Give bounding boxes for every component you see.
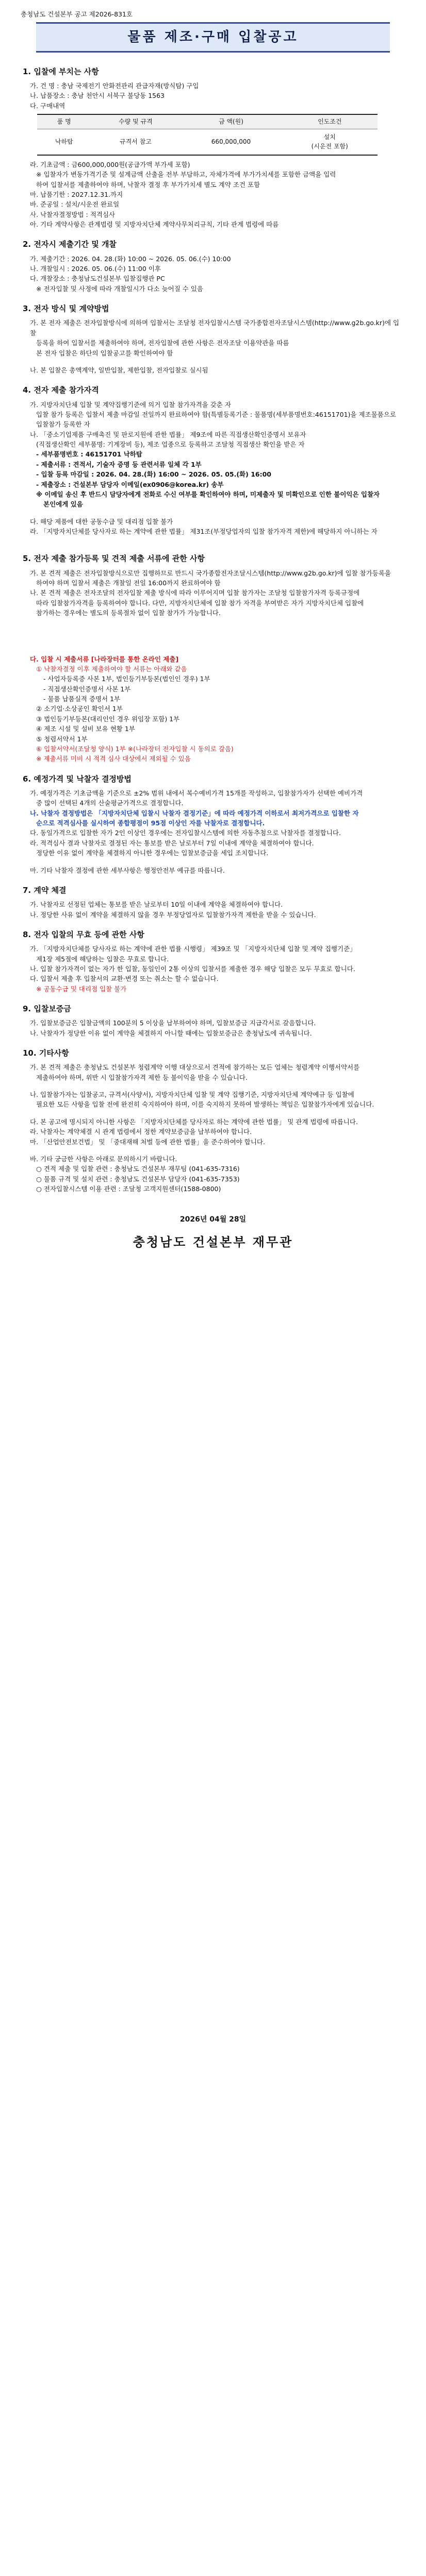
issuer-name: 충청남도 건설본부 재무관 xyxy=(133,1235,293,1250)
s5-line: ⑥ 입찰서약서(조달청 양식) 1부 ※(나라장터 전자입찰 시 동의로 갈음) xyxy=(36,744,234,753)
s1-line: 나. 납품장소 : 충남 천안시 서북구 불당동 1563 xyxy=(30,92,165,100)
s8-line: 다. 입찰서 제출 후 입찰서의 교환·변경 또는 취소는 할 수 없습니다. xyxy=(30,975,219,983)
s1-after: ※ 입찰자가 변동가격기준 및 설계금액 산출을 전부 부담하고, 자체가격에 부가가치세를 포함한 금액을 입력 xyxy=(36,171,336,179)
s5-line: ① 낙찰자결정 이후 제출하여야 할 서류는 아래와 같음 xyxy=(36,665,187,673)
section-10-heading: 10. 기타사항 xyxy=(23,1048,69,1058)
s4-line: 입찰 참가 등록은 입찰서 제출 마감일 전일까지 완료하여야 함(특별등록기준 : 물품명(세부품명번호:46151701)을 제조물품으로 xyxy=(36,410,396,418)
s10-line: 필요한 모든 사항을 입찰 전에 완전히 숙지하여야 하며, 이를 숙지하지 못하여 발생하는 책임은 입찰참가자에게 있습니다. xyxy=(36,1100,374,1109)
s6-line: 중 많이 선택된 4개의 산술평균가격으로 결정합니다. xyxy=(36,799,184,807)
s5-line: 가. 본 견적 제출은 전자입찰방식으로만 집행하므로 반드시 국가종합전자조달시스템(http://www.g2b.go.kr)에 입찰 참가등록을 xyxy=(30,569,391,577)
s10-line: 제출하여야 하며, 위반 시 입찰참가자격 제한 등 불이익을 받을 수 있습니다. xyxy=(36,1073,248,1081)
s5-line: - 직접생산확인증명서 사본 1부 xyxy=(43,685,131,693)
s7-line: 가. 낙찰자로 선정된 업체는 통보를 받은 날로부터 10일 이내에 계약을 체결하여야 합니다. xyxy=(30,901,283,909)
s10-contact: ○ 물품 규격 및 설치 관련 : 충청남도 건설본부 담당자 (041-635-7353) xyxy=(36,1175,240,1183)
cell-spec: 규격서 참고 xyxy=(91,129,180,155)
s6-line: 순으로 적격심사를 실시하여 종합평점이 95점 이상인 자를 낙찰자로 결정합니다. xyxy=(36,819,265,827)
s5-line: ④ 제조 시설 및 설비 보유 현황 1부 xyxy=(36,725,135,733)
col-header: 품 명 xyxy=(37,114,91,129)
notice-page xyxy=(0,0,426,1267)
s10-line: 나. 입찰참가자는 입찰공고, 규격서(사양서), 지방자치단체 입찰 및 계약 집행기준, 지방자치단체 계약예규 등 입찰에 xyxy=(30,1091,354,1099)
s10-line: 바. 기타 궁금한 사항은 아래로 문의하시기 바랍니다. xyxy=(30,1155,177,1163)
s1-after: 마. 납품기한 : 2027.12.31.까지 xyxy=(30,190,123,198)
notice-title: 물품 제조·구매 입찰공고 xyxy=(127,29,299,45)
title-bar xyxy=(36,22,390,52)
s8-line: ※ 공동수급 및 대리점 입찰 불가 xyxy=(36,985,127,993)
s10-line: 다. 본 공고에 명시되지 아니한 사항은 「지방자치단체를 당사자로 하는 계약에 관한 법률」 및 관계 법령에 따릅니다. xyxy=(30,1117,358,1126)
s1-after: 하여 입찰서를 제출하여야 하며, 낙찰자 결정 후 부가가치세 별도 계약 조건 포함 xyxy=(36,180,260,189)
s1-line: 다. 구매내역 xyxy=(30,101,65,110)
notice-number: 충청남도 건설본부 공고 제2026-831호 xyxy=(21,10,133,18)
col-header: 수량 및 규격 xyxy=(91,114,180,129)
s5-line: 나. 본 견적 제출은 전자조달의 전자입찰 제출 방식에 따라 이루어지며 입찰 참가자는 조달청 입찰참가자격 등록규정에 xyxy=(30,589,360,597)
s5-line: 참가하는 경우에는 별도의 등록절차 없이 입찰 참가가 가능합니다. xyxy=(36,609,221,617)
s10-line: 마. 「산업안전보건법」 및 「중대재해 처벌 등에 관한 법률」을 준수하여야 합니다. xyxy=(30,1138,265,1146)
s4-line: - 세부품명번호 : 46151701 낙하탑 xyxy=(36,450,142,459)
s1-after: 라. 기초금액 : 금600,000,000원(공급가액 부가세 포함) xyxy=(30,160,190,168)
s3-line: 등록을 하여 입찰서를 제출하여야 하며, 전자입찰에 관한 사항은 전자조달 이용약관을 따름 xyxy=(36,339,289,347)
col-header: 금 액(원) xyxy=(180,114,282,129)
s3-line: 가. 본 전자 제출은 전자입찰방식에 의하며 입찰서는 조달청 전자입찰시스템 국가종합전자조달시스템(http://www.g2b.go.kr)에 입찰 xyxy=(30,319,400,337)
s9-line: 나. 낙찰자가 정당한 이유 없이 계약을 체결하지 아니할 때에는 입찰보증금은 충청남도에 귀속됩니다. xyxy=(30,1029,312,1037)
s4-line: 입찰참가 등록한 자 xyxy=(36,420,90,429)
notice-date: 2026년 04월 28일 xyxy=(179,1215,247,1224)
s4-line: 다. 해당 제품에 대한 공동수급 및 대리점 입찰 불가 xyxy=(30,517,173,526)
s8-line: 제1장 제5절에 해당하는 입찰은 무효로 합니다. xyxy=(36,955,169,963)
s1-line: 가. 건 명 : 충남 국제전기 안화전관리 관급자재(방식탐) 구입 xyxy=(30,81,199,90)
s1-after: 사. 낙찰자결정방법 : 적격심사 xyxy=(30,210,116,218)
s6-line: 다. 동일가격으로 입찰한 자가 2인 이상인 경우에는 전자입찰시스템에 의한 자동추첨으로 낙찰자를 결정합니다. xyxy=(30,829,341,837)
s5-line: - 물품 납품실적 증명서 1부 xyxy=(43,695,121,703)
s3-line: 나. 본 입찰은 총액계약, 일반입찰, 제한입찰, 전자입찰로 실시됨 xyxy=(30,366,208,374)
s4-line: 나. 「중소기업제품 구매촉진 및 판로지원에 관한 법률」 제9조에 따른 직접생산확인증명서 보유자 xyxy=(30,430,306,438)
s4-line: 가. 지방자치단체 입찰 및 계약집행기준에 의거 입찰 참가자격을 갖춘 자 xyxy=(30,400,231,409)
section-6-heading: 6. 예정가격 및 낙찰자 결정방법 xyxy=(23,774,132,784)
s7-line: 나. 정당한 사유 없이 계약을 체결하지 않을 경우 부정당업자로 입찰참가자격 제한을 받을 수 있습니다. xyxy=(30,910,316,919)
section-3-heading: 3. 전자 방식 및 계약방법 xyxy=(23,304,109,314)
section-2-heading: 2. 전자시 제출기간 및 개찰 xyxy=(23,240,117,249)
s9-line: 가. 입찰보증금은 입찰금액의 100분의 5 이상을 납부하여야 하며, 입찰보증금 지급각서로 갈음합니다. xyxy=(30,1019,316,1027)
s2-line: 가. 제출기간 : 2026. 04. 28.(화) 10:00 ~ 2026. 05. 06.(수) 10:00 xyxy=(30,255,231,263)
s6-line: 가. 예정가격은 기초금액을 기준으로 ±2% 범위 내에서 복수예비가격 15개를 작성하고, 입찰참가자가 선택한 예비가격 xyxy=(30,789,363,797)
s4-line: ※ 이메일 송신 후 반드시 담당자에게 전화로 수신 여부를 확인하여야 하며, 미제출자 및 미확인으로 인한 불이익은 입찰자 xyxy=(36,490,380,498)
cell-amount: 660,000,000 xyxy=(180,129,282,155)
s4-line: 라. 「지방자치단체를 당사자로 하는 계약에 관한 법률」 제31조(부정당업자의 입찰 참가자격 제한)에 해당하지 아니하는 자 xyxy=(30,528,378,536)
s1-after: 바. 준공일 : 설치/시운전 완료일 xyxy=(30,200,120,209)
s4-line: - 입찰 등록 마감일 : 2026. 04. 28.(화) 16:00 ~ 2026. 05. 05.(화) 16:00 xyxy=(36,470,271,479)
s4-line: (직접생산확인 세부품명: 기계장비 등), 제조 업종으로 등록하고 조달청 직접생산 확인을 받은 자 xyxy=(36,440,305,449)
s2-line: ※ 전자입찰 및 사정에 따라 개찰일시가 다소 늦어질 수 있음 xyxy=(36,284,203,293)
s5-line: - 사업자등록증 사본 1부, 법인등기부등본(법인인 경우) 1부 xyxy=(43,675,210,683)
s10-line: 라. 낙찰자는 계약체결 시 관계 법령에서 정한 계약보증금을 납부하여야 합니다. xyxy=(30,1128,252,1136)
s10-contact: ○ 견적 제출 및 입찰 관련 : 충청남도 건설본부 재무팀 (041-635-7316) xyxy=(36,1165,240,1173)
s2-line: 나. 개찰일시 : 2026. 05. 06.(수) 11:00 이후 xyxy=(30,265,161,273)
col-header: 인도조건 xyxy=(282,114,378,129)
s10-line: 가. 본 견적 제출은 충청남도 건설본부 청렴계약 이행 대상으로서 견적에 참가하는 모든 업체는 청렴계약 이행서약서를 xyxy=(30,1063,360,1072)
section-4-heading: 4. 전자 제출 참가자격 xyxy=(23,385,99,395)
table-row xyxy=(37,129,378,155)
s1-after: 아. 기타 계약사항은 관계법령 및 지방자치단체 계약사무처리규칙, 기타 관계 법령에 따름 xyxy=(30,221,279,229)
s4-line: 본인에게 있음 xyxy=(43,500,83,509)
s6-line: 정당한 이유 없이 계약을 체결하지 아니한 경우에는 입찰보증금을 세입 조치합니다. xyxy=(36,849,269,857)
s5-line: 따라 입찰참가자격을 등록하여야 합니다. 다만, 지방자치단체에 입찰 참가 자격을 부여받은 자가 지방자치단체 입찰에 xyxy=(36,599,364,607)
s2-line: 다. 개찰장소 : 충청남도건설본부 입찰집행관 PC xyxy=(30,275,165,283)
section-8-heading: 8. 전자 입찰의 무효 등에 관한 사항 xyxy=(23,929,144,939)
s5-line: ③ 법인등기부등본(대리인인 경우 위임장 포함) 1부 xyxy=(36,715,180,723)
item-table xyxy=(37,114,378,156)
section-1-heading: 1. 입찰에 부치는 사항 xyxy=(23,66,99,76)
s5-line: ※ 제출서류 미비 시 적격 심사 대상에서 제외될 수 있음 xyxy=(36,755,191,763)
s5-line: 하여야 하며 입찰서 제출은 개찰일 전일 16:00까지 완료하여야 함 xyxy=(36,579,221,587)
s6-line: 나. 낙찰자 결정방법은 「지방자치단체 입찰시 낙찰자 결정기준」에 따라 예정가격 이하로서 최저가격으로 입찰한 자 xyxy=(30,809,359,817)
section-7-heading: 7. 계약 체결 xyxy=(23,885,67,895)
s5-line: ⑤ 청렴서약서 1부 xyxy=(36,735,88,743)
s6-line: 라. 적격심사 결과 낙찰자로 결정된 자는 통보를 받은 날로부터 7일 이내에 계약을 체결하여야 합니다. xyxy=(30,839,314,847)
s4-line: - 제출장소 : 건설본부 담당자 이메일(ex0906@korea.kr) 송부 xyxy=(36,480,224,488)
cell-item: 낙하탑 xyxy=(37,129,91,155)
s10-contact: ○ 전자입찰시스템 이용 관련 : 조달청 고객지원센터(1588-0800) xyxy=(36,1185,221,1193)
s6-line: 마. 기타 낙찰자 결정에 관한 세부사항은 행정안전부 예규를 따릅니다. xyxy=(30,866,225,874)
s5-line: ② 소기업·소상공인 확인서 1부 xyxy=(36,705,123,713)
section-5-heading: 5. 전자 제출 참가등록 및 견적 제출 서류에 관한 사항 xyxy=(23,554,205,564)
section-9-heading: 9. 입찰보증금 xyxy=(23,1004,71,1014)
s5-line: 다. 입찰 시 제출서류 [나라장터를 통한 온라인 제출] xyxy=(30,655,179,663)
s3-line: 본 전자 입찰은 하단의 입찰공고를 확인하여야 함 xyxy=(36,349,173,357)
s4-line: - 제출서류 : 견적서, 기술자 증명 등 관련서류 일체 각 1부 xyxy=(36,460,202,468)
s8-line: 가. 「지방자치단체를 당사자로 하는 계약에 관한 법률 시행령」 제39조 및 「지방자치단체 입찰 및 계약 집행기준」 xyxy=(30,945,356,953)
s8-line: 나. 입찰 참가자격이 없는 자가 한 입찰, 동일인이 2통 이상의 입찰서를 제출한 경우 해당 입찰은 모두 무효로 합니다. xyxy=(30,964,355,973)
cell-terms: 설치 (시운전 포함) xyxy=(282,129,378,155)
